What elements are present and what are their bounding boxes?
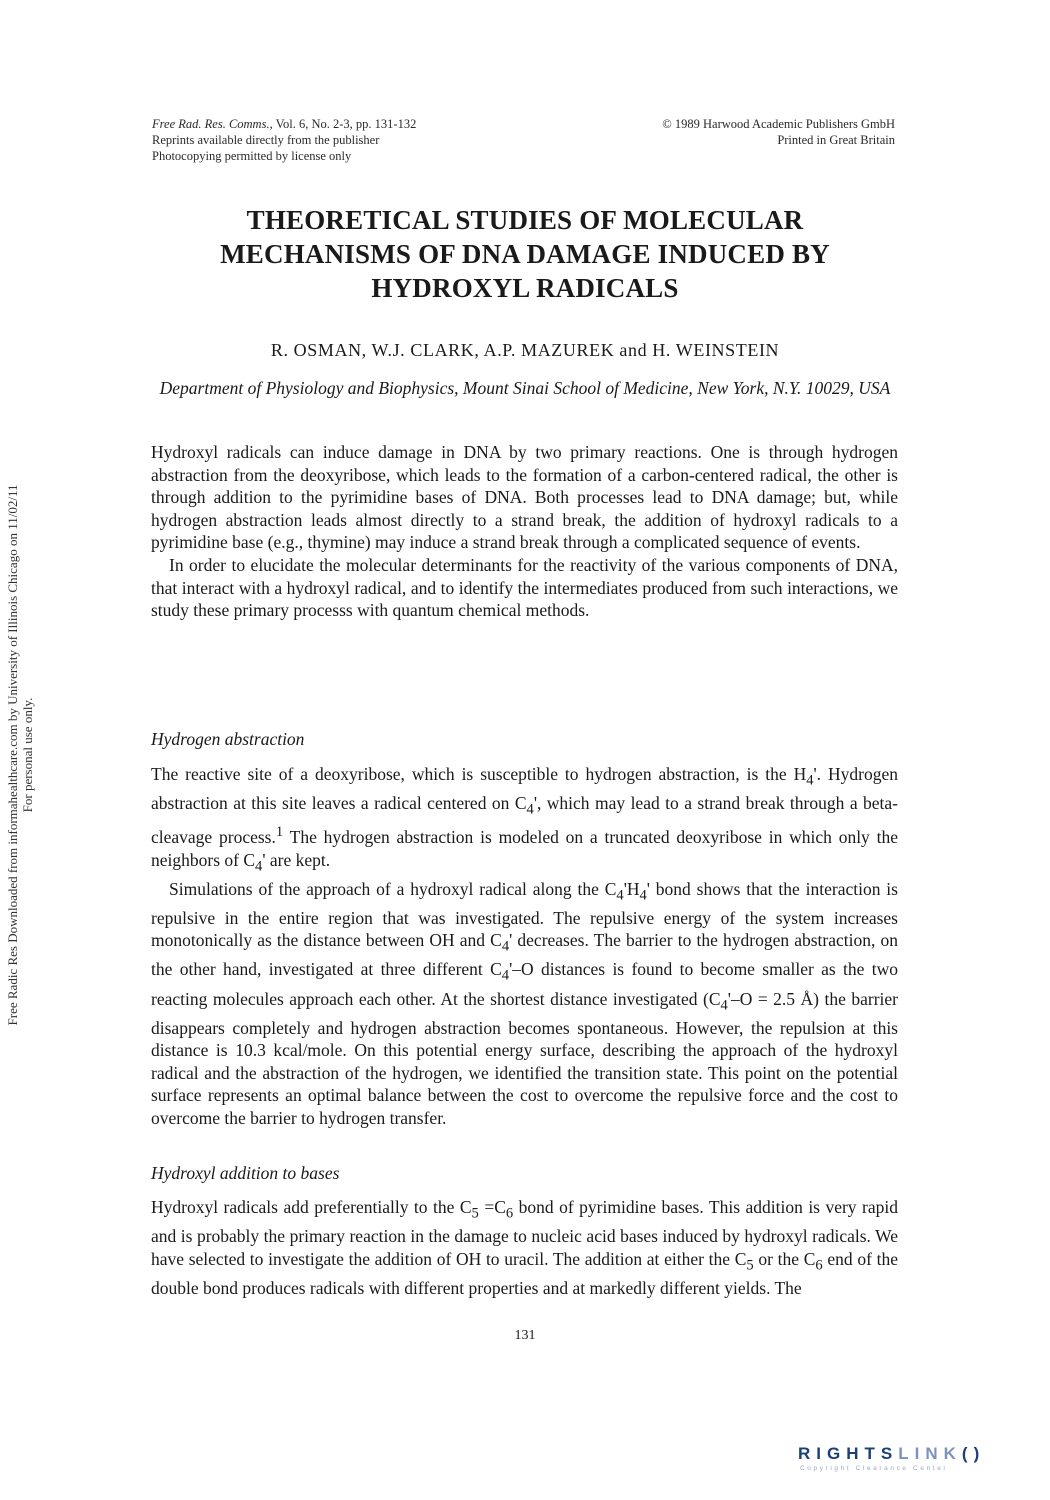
rightslink-icon: () bbox=[961, 1444, 986, 1463]
copyright-line: © 1989 Harwood Academic Publishers GmbH bbox=[662, 117, 895, 131]
hydroxyl-addition-section bbox=[151, 1196, 898, 1299]
hydrogen-abstraction-paragraph-1: The reactive site of a deoxyribose, which is susceptible to hydrogen abstraction, is the $H_4'$. Hydrogen abstraction at this site leaves a radical centered on $C_4'$, which may lead to a strand break through a beta-cleavage process.$^1$ The hydrogen abstraction is modeled on a truncated deoxyribose in which only the neighbors of $C_4'$ are kept. bbox=[151, 764, 898, 875]
rightslink-logo[interactable] bbox=[798, 1444, 1028, 1478]
hydrogen-abstraction-section bbox=[151, 763, 898, 1130]
download-watermark bbox=[0, 385, 40, 1125]
section-heading-hydroxyl-addition: Hydroxyl addition to bases bbox=[151, 1163, 340, 1183]
running-header-right bbox=[662, 116, 895, 148]
author-list: R. OSMAN, W.J. CLARK, A.P. MAZUREK and H. WEINSTEIN bbox=[270, 340, 780, 360]
rightslink-wordmark: RIGHTSLINK() bbox=[798, 1444, 986, 1463]
reprints-note: Reprints available directly from the publisher bbox=[152, 133, 380, 147]
intro-paragraph-2: In order to elucidate the molecular determinants for the reactivity of the various components of DNA, that interact with a hydroxyl radical, and to identify the intermediates produced from such interactions, we study these primary processs with quantum chemical methods. bbox=[151, 554, 898, 621]
reference-marker: 1 bbox=[275, 824, 284, 841]
hydroxyl-addition-paragraph-1: Hydroxyl radicals add preferentially to the $C_5 =C_6$ bond of pyrimidine bases. This addition is very rapid and is probably the primary reaction in the damage to nucleic acid bases induced by hydroxyl radicals. We have selected to investigate the addition of OH to uracil. The addition at either the $C_5$ or the $C_6$ end of the double bond produces radicals with different properties and at markedly different yields. The bbox=[151, 1197, 898, 1298]
running-header-left bbox=[152, 116, 416, 164]
intro-section bbox=[151, 441, 898, 622]
author-affiliation: Department of Physiology and Biophysics, Mount Sinai School of Medicine, New York, N.Y. 10029, USA bbox=[159, 378, 891, 398]
rightslink-tagline: Copyright Clearance Center bbox=[800, 1465, 949, 1472]
journal-citation: Free Rad. Res. Comms., Vol. 6, No. 2-3, pp. 131-132 bbox=[152, 117, 417, 131]
intro-paragraph-1: Hydroxyl radicals can induce damage in DNA by two primary reactions. One is through hydrogen abstraction from the deoxyribose, which leads to the formation of a carbon-centered radical, the other is through addition to the pyrimidine bases of DNA. Both processes lead to DNA damage; but, while hydrogen abstraction leads almost directly to a strand break, the addition of hydroxyl radicals to a pyrimidine base (e.g., thymine) may induce a strand break through a complicated sequence of events. bbox=[151, 442, 898, 553]
printed-line: Printed in Great Britain bbox=[777, 133, 895, 147]
paper-title: THEORETICAL STUDIES OF MOLECULAR MECHANISMS OF DNA DAMAGE INDUCED BY HYDROXYL RADICALS bbox=[220, 205, 830, 303]
photocopy-note: Photocopying permitted by license only bbox=[152, 149, 352, 163]
page-number: 131 bbox=[514, 1328, 536, 1343]
section-heading-hydrogen-abstraction: Hydrogen abstraction bbox=[151, 729, 305, 749]
hydrogen-abstraction-paragraph-2: Simulations of the approach of a hydroxyl radical along the $C_4'H_4'$ bond shows that the interaction is repulsive in the entire region that was investigated. The repulsive energy of the system increases monotonically as the distance between OH and $C_4'$ decreases. The barrier to the hydrogen abstraction, on the other hand, investigated at three different $C_4'-O$ distances is found to become smaller as the two reacting molecules approach each other. At the shortest distance investigated ($C_4'-O = 2.5$ Å) the barrier disappears completely and hydrogen abstraction becomes spontaneous. However, the repulsion at this distance is 10.3 kcal/mole. On this potential energy surface, describing the approach of the hydroxyl radical and the abstraction of the hydrogen, we identified the transition state. This point on the potential surface represents an optimal balance between the cost to overcome the repulsive force and the cost to overcome the barrier to hydrogen transfer. bbox=[151, 878, 898, 1129]
watermark-text: Free Radic Res Downloaded from informahealthcare.com by University of Illinois Chicago on 11/02/11 For personal use only. bbox=[5, 484, 35, 1026]
